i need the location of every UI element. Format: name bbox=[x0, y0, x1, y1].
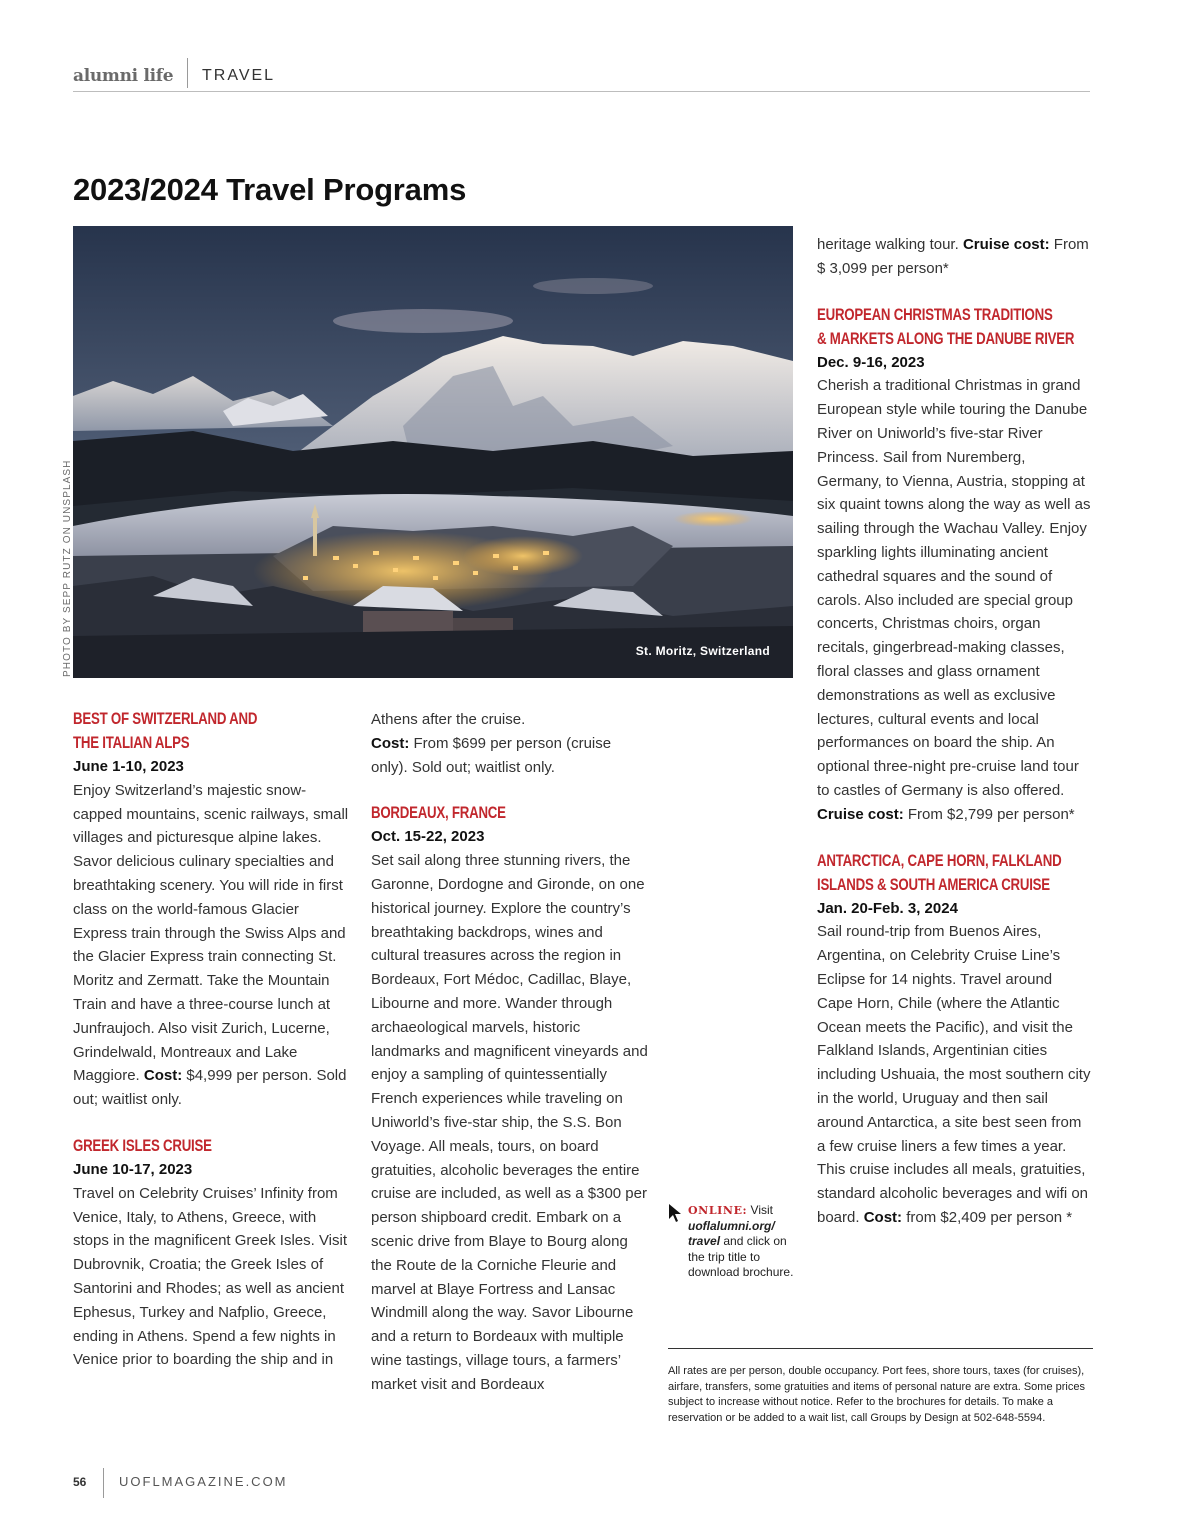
cost-label: Cost: bbox=[863, 1208, 903, 1226]
hero-photo bbox=[73, 226, 793, 678]
program-date: Oct. 15-22, 2023 bbox=[371, 828, 485, 846]
program-description bbox=[73, 779, 353, 1112]
program-date: Dec. 9-16, 2023 bbox=[817, 353, 925, 371]
column-1 bbox=[73, 707, 353, 1372]
program-body: Enjoy Switzerland’s majestic snow-capped mountains, scenic railways, small villages and picturesque alpine lakes. Savor delicious culinary specialties and breathtaking scenery. You will ride in first class on the world-famous Glacier Express train through the Swiss Alps and the Glacier Express train connecting St. Moritz and Zermatt. Take the Mountain Train and have a three-course lunch at Junfraujoch. Also visit Zurich, Lucerne, Grindelwald, Montreaux and Lake Maggiore. bbox=[73, 781, 349, 1085]
program-date: June 1-10, 2023 bbox=[73, 758, 184, 775]
section-label: TRAVEL bbox=[202, 67, 276, 84]
cost-text: From $ 3,099 per person* bbox=[817, 236, 1089, 277]
column-3 bbox=[817, 233, 1092, 1230]
footer-divider bbox=[103, 1468, 104, 1498]
header-divider bbox=[187, 58, 188, 88]
program-date: Jan. 20-Feb. 3, 2024 bbox=[817, 899, 958, 917]
program-title-line: & MARKETS ALONG THE DANUBE RIVER bbox=[817, 328, 1075, 348]
page-header bbox=[73, 64, 1090, 92]
cost-text: from $2,409 per person * bbox=[902, 1208, 1073, 1226]
program-description-continued bbox=[817, 233, 1092, 281]
program-title-line: EUROPEAN CHRISTMAS TRADITIONS bbox=[817, 304, 1053, 324]
program-title-christmas-danube bbox=[817, 303, 1096, 351]
program-title-bordeaux: BORDEAUX, FRANCE bbox=[371, 803, 506, 823]
program-body: Sail round-trip from Buenos Aires, Argentina, on Celebrity Cruise Line’s Eclipse for 14 nights. Travel around Cape Horn, Chile (where the Atlantic Ocean meets the Pacific), and visit the Falkland Islands, Argentinian cities including Ushuaia, the most southern city in the world, Uruguay and then sail around Antarctica, a site best seen from a few cruise liners a few times a year. This cruise includes all meals, gratuities, standard alcoholic beverages and wifi on board. bbox=[817, 923, 1091, 1226]
program-description bbox=[817, 374, 1092, 826]
cost-text: From $2,799 per person* bbox=[903, 805, 1075, 823]
program-title-antarctica bbox=[817, 849, 1096, 897]
photo-caption: St. Moritz, Switzerland bbox=[635, 644, 770, 658]
page-title: 2023/2024 Travel Programs bbox=[73, 172, 467, 207]
online-instructions: and click on the trip title to download brochure. bbox=[688, 1234, 794, 1280]
program-description: Travel on Celebrity Cruises’ Infinity from Venice, Italy, to Athens, Greece, with stops in the magnificent Greek Isles. Visit Dubrovnik, Croatia; the Greek Isles of Santorini and Rhodes; as well as ancient Ephesus, Turkey and Nafplio, Greece, ending in Athens. Spend a few nights in Venice prior to boarding the ship and in bbox=[73, 1184, 348, 1369]
program-title-switzerland bbox=[73, 707, 357, 755]
cursor-arrow-icon bbox=[668, 1203, 682, 1223]
alumni-travel-link[interactable]: uoflalumni.org/ travel bbox=[688, 1218, 775, 1249]
program-title-line: THE ITALIAN ALPS bbox=[73, 733, 190, 752]
program-title-line: ANTARCTICA, CAPE HORN, FALKLAND bbox=[817, 850, 1062, 870]
st-moritz-illustration bbox=[73, 226, 793, 678]
program-body: Cherish a traditional Christmas in grand European style while touring the Danube River on Uniworld’s five-star River Princess. Sail from Nuremberg, Germany, to Vienna, Austria, stopping at six quaint towns along the way as well as sailing through the Wachau Valley. Enjoy sparkling lights illuminating ancient cathedral squares and the sound of carols. Also included are special group concerts, Christmas choirs, organ recitals, gingerbread-making classes, floral classes and glass ornament demonstrations as well as exclusive lectures, cultural events and local performances on board the ship. An optional three-night pre-cruise land tour to castles of Germany is also offered. bbox=[817, 377, 1091, 799]
cost-label: Cruise cost: bbox=[817, 805, 904, 823]
program-body: heritage walking tour. bbox=[817, 236, 959, 253]
photo-credit: PHOTO BY SEPP RUTZ ON UNSPLASH bbox=[62, 459, 73, 677]
cost-text: $4,999 per person. Sold out; waitlist only. bbox=[73, 1067, 347, 1109]
program-body: Athens after the cruise. bbox=[371, 711, 526, 728]
cost-text: From $699 per person (cruise only). Sold out; waitlist only. bbox=[371, 734, 612, 776]
online-label: ONLINE: bbox=[688, 1204, 748, 1217]
program-date: June 10-17, 2023 bbox=[73, 1160, 193, 1178]
magazine-site: UOFLMAGAZINE.COM bbox=[119, 1474, 288, 1489]
program-title-line: BEST OF SWITZERLAND AND bbox=[73, 709, 258, 728]
pricing-disclaimer: All rates are per person, double occupancy. Port fees, shore tours, taxes (for cruises), airfare, transfers, some gratuities and items of personal nature are extra. Some prices subject to increase without notice. Refer to the brochures for details. To make a reservation or be added to a wait list, call Groups by Design at 502-648-5594. bbox=[668, 1348, 1093, 1426]
cost-label: Cost: bbox=[371, 734, 410, 752]
program-description-continued bbox=[371, 708, 651, 779]
online-text bbox=[688, 1203, 798, 1281]
program-description bbox=[817, 920, 1092, 1229]
online-visit: Visit bbox=[747, 1203, 774, 1217]
program-title-greek-isles: GREEK ISLES CRUISE bbox=[73, 1135, 212, 1155]
program-title-line: ISLANDS & SOUTH AMERICA CRUISE bbox=[817, 874, 1050, 894]
page-number: 56 bbox=[73, 1475, 87, 1489]
brand-wordmark: alumni life bbox=[73, 66, 174, 86]
column-2 bbox=[371, 708, 651, 1397]
program-description: Set sail along three stunning rivers, the Garonne, Dordogne and Gironde, on one historical journey. Explore the country’s breathtaking backdrops, wines and cultural treasures across the region in Bordeaux, Fort Médoc, Cadillac, Blaye, Libourne and more. Wander through archaeological marvels, historic landmarks and magnificent vineyards and enjoy a sampling of quintessentially French experiences while traveling on Uniworld’s five-star ship, the S.S. Bon Voyage. All meals, tours, on board gratuities, alcoholic beverages the entire cruise are included, as well as a $300 per person shipboard credit. Embark on a scenic drive from Blaye to Bourg along the Route de la Corniche Fleurie and marvel at Blaye Fortress and Lansac Windmill along the way. Savor Libourne and a return to Bordeaux with multiple wine tastings, village tours, a farmers’ market visit and Bordeaux bbox=[371, 852, 648, 1393]
cost-label: Cost: bbox=[143, 1067, 183, 1085]
cost-label: Cruise cost: bbox=[962, 236, 1050, 253]
